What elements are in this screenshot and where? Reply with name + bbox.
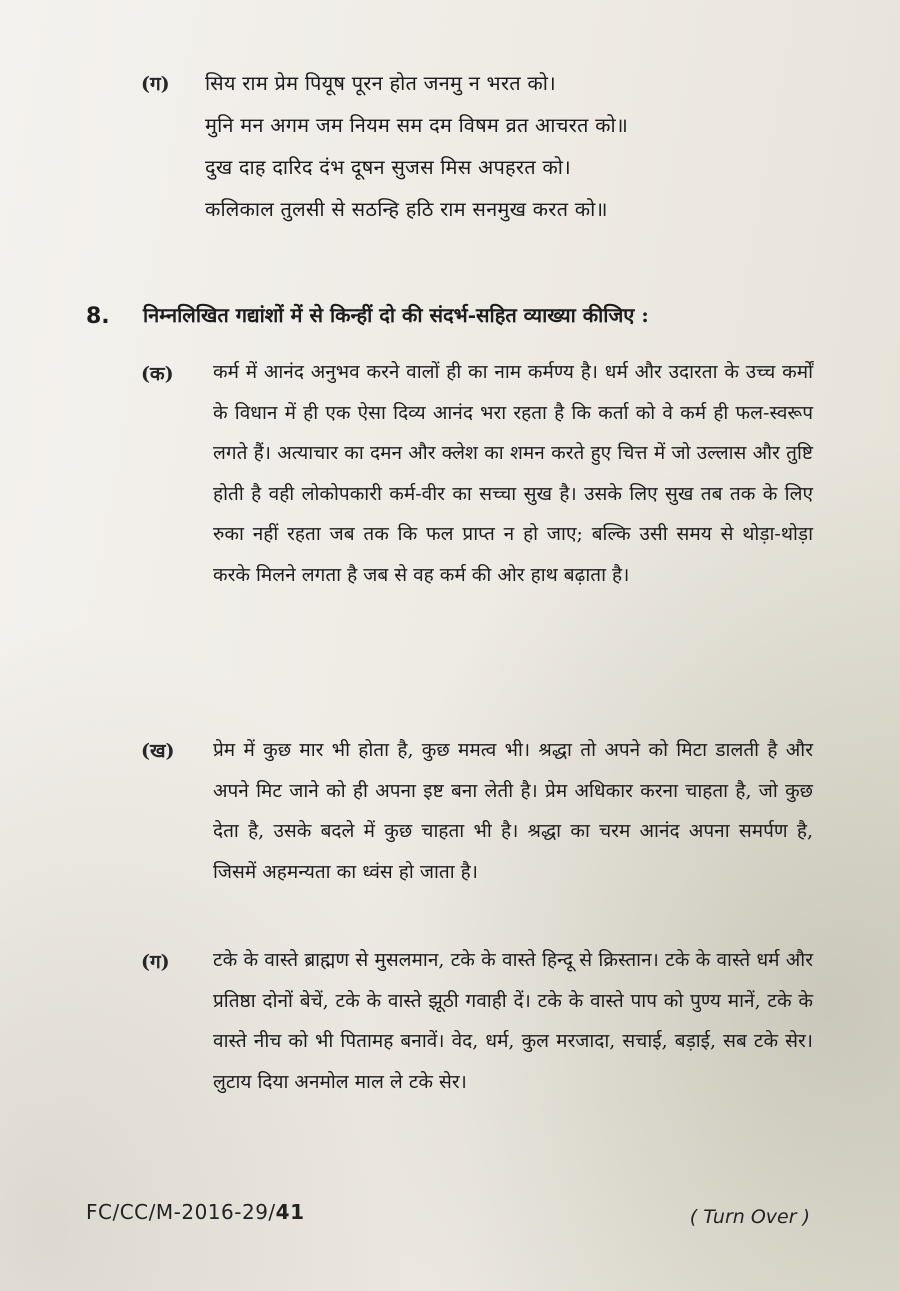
poem-line: सिय राम प्रेम पियूष पूरन होत जनमु न भरत को। [205, 71, 556, 95]
passage-text: प्रेम में कुछ मार भी होता है, कुछ ममत्व भी। श्रद्धा तो अपने को मिटा डालती है और अपने मिट जाने को ही अपना इष्ट बना लेती है। प्रेम अधिकार करना चाहता है, जो कुछ देता है, उसके बदले में कुछ चाहता भी है। श्रद्धा का चरम आनंद अपना समर्पण है, जिसमें अहमन्यता का ध्वंस हो जाता है। [213, 739, 813, 883]
passage-text: कर्म में आनंद अनुभव करने वालों ही का नाम कर्मण्य है। धर्म और उदारता के उच्च कर्मों के विधान में ही एक ऐसा दिव्य आनंद भरा रहता है कि कर्ता को वे कर्म ही फल-स्वरूप लगते हैं। अत्याचार का दमन और क्लेश का शमन करते हुए चित्त में जो उल्लास और तुष्टि होती है वही लोकोपकारी कर्म-वीर का सच्चा सुख है। उसके लिए सुख तब तक के लिए रुका नहीं रहता जब तक कि फल प्राप्त न हो जाए; बल्कि उसी समय से थोड़ा-थोड़ा करके मिलने लगता है जब से वह कर्म की ओर हाथ बढ़ाता है। [213, 361, 813, 586]
poem-line: कलिकाल तुलसी से सठन्हि हठि राम सनमुख करत को॥ [205, 197, 608, 221]
question-number: 8. [86, 304, 110, 329]
passage-label: (ग) [141, 951, 170, 973]
passage-label: (क) [141, 363, 174, 385]
page-number: 41 [275, 1200, 305, 1224]
paper-code-prefix: FC/CC/M-2016-29/ [86, 1200, 276, 1224]
poem-block [205, 62, 845, 230]
poem-label: (ग) [141, 73, 170, 95]
passage-text: टके के वास्ते ब्राह्मण से मुसलमान, टके के वास्ते हिन्दू से क्रिस्तान। टके के वास्ते धर्म और प्रतिष्ठा दोनों बेचें, टके के वास्ते झूठी गवाही दें। टके के वास्ते पाप को पुण्य मानें, टके के वास्ते नीच को भी पितामह बनावें। वेद, धर्म, कुल मरजादा, सचाई, बड़ाई, सब टके सेर। लुटाय दिया अनमोल माल ले टके सेर। [213, 949, 813, 1093]
question-text: निम्नलिखित गद्यांशों में से किन्हीं दो की संदर्भ-सहित व्याख्या कीजिए : [143, 303, 649, 327]
poem-line: मुनि मन अगम जम नियम सम दम विषम व्रत आचरत को॥ [205, 113, 629, 137]
turn-over-note: ( Turn Over ) [689, 1206, 810, 1228]
passage-label: (ख) [141, 740, 175, 762]
paper-code [86, 1200, 305, 1224]
poem-line: दुख दाह दारिद दंभ दूषन सुजस मिस अपहरत को। [205, 155, 571, 179]
